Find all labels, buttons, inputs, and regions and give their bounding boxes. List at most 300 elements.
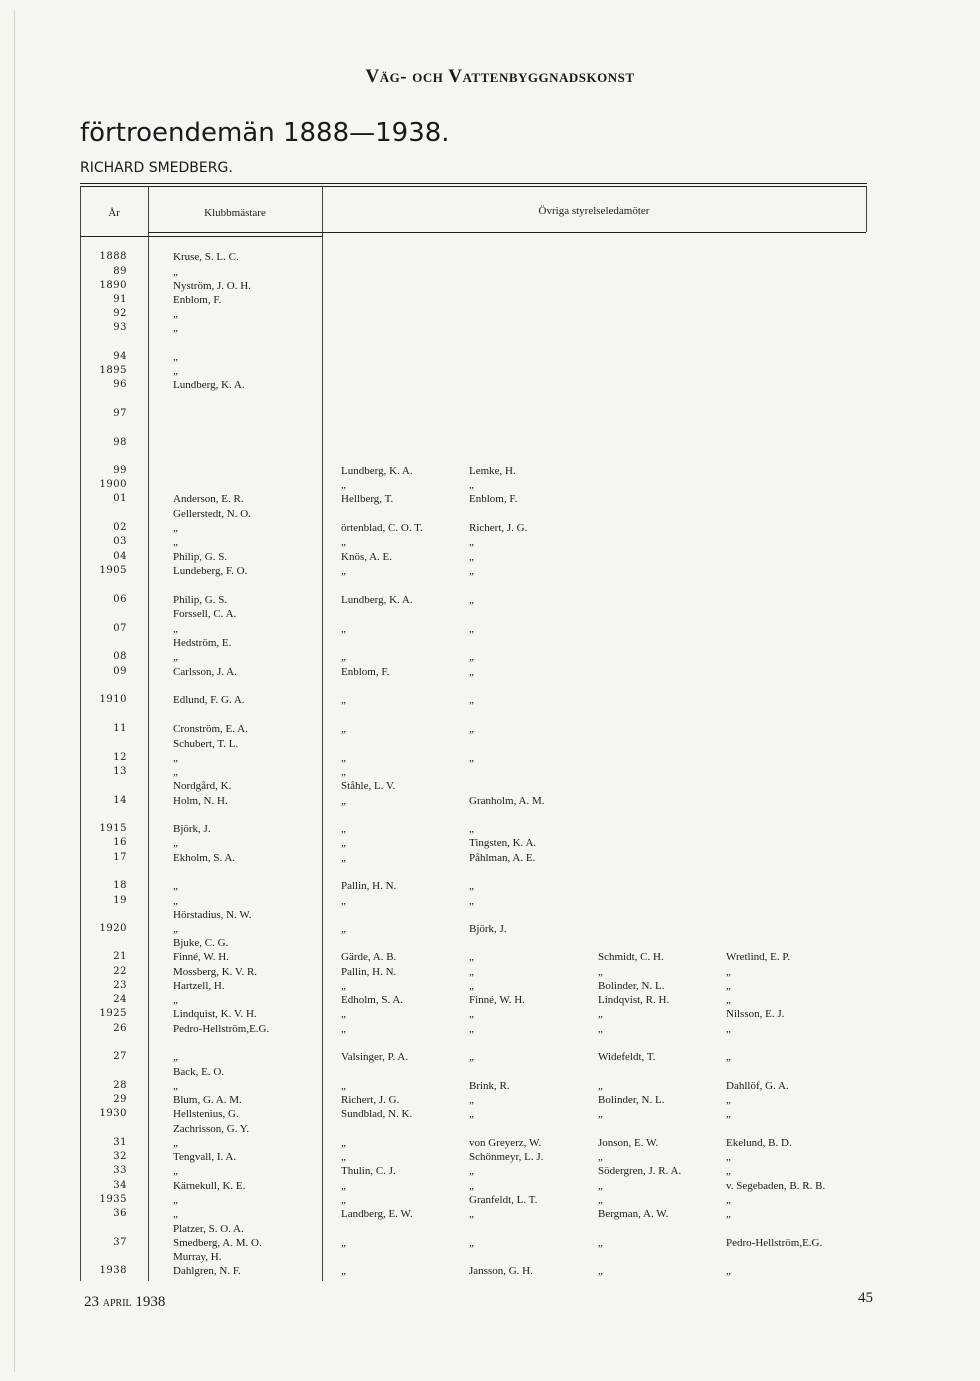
cell-k: „ xyxy=(173,1165,178,1177)
table-row xyxy=(80,851,867,865)
cell-k: „ xyxy=(173,880,178,892)
cell-c1: „ xyxy=(341,1023,346,1035)
cell-c4: „ xyxy=(726,1165,731,1177)
cell-k: „ xyxy=(173,365,178,377)
cell-c3: „ xyxy=(598,1108,603,1120)
table-row xyxy=(80,936,867,950)
cell-k: Hartzell, H. xyxy=(173,980,225,992)
cell-c2: „ xyxy=(469,895,474,907)
cell-c1: Lundberg, K. A. xyxy=(341,594,413,606)
cell-c1: Valsinger, P. A. xyxy=(341,1051,409,1063)
cell-c1: Gärde, A. B. xyxy=(341,951,397,963)
cell-y: 04 xyxy=(113,551,127,562)
cell-c2: Brink, R. xyxy=(469,1080,510,1092)
cell-y: 01 xyxy=(113,493,127,504)
cell-c4: v. Segebaden, B. R. B. xyxy=(726,1180,826,1192)
header-ovriga: Övriga styrelseledamöter xyxy=(538,205,650,217)
table-row xyxy=(80,922,867,936)
cell-c2: Enblom, F. xyxy=(469,493,518,505)
cell-k: Schubert, T. L. xyxy=(173,738,239,750)
cell-y: 34 xyxy=(113,1180,127,1191)
cell-c3: Bergman, A. W. xyxy=(598,1208,669,1220)
table-row xyxy=(80,321,867,335)
table-row xyxy=(80,737,867,751)
cell-c1: „ xyxy=(341,1194,346,1206)
table-row xyxy=(80,879,867,893)
cell-k: Back, E. O. xyxy=(173,1066,225,1078)
cell-y: 23 xyxy=(113,980,127,991)
cell-y: 1910 xyxy=(99,694,127,705)
cell-k: Blum, G. A. M. xyxy=(173,1094,242,1106)
table-row xyxy=(80,607,867,621)
table-right-border xyxy=(866,186,867,232)
footer-day: 23 xyxy=(84,1294,99,1310)
cell-c1: Pallin, H. N. xyxy=(341,880,397,892)
cell-c3: Lindqvist, R. H. xyxy=(598,994,670,1006)
cell-c1: „ xyxy=(341,1137,346,1149)
cell-y: 16 xyxy=(113,837,127,848)
footer-month: april xyxy=(102,1295,132,1310)
cell-y: 29 xyxy=(113,1094,127,1105)
cell-c2: Lemke, H. xyxy=(469,465,516,477)
cell-c2: „ xyxy=(469,479,474,491)
cell-y: 09 xyxy=(113,666,127,677)
cell-c1: Richert, J. G. xyxy=(341,1094,400,1106)
cell-c4: Pedro-Hellström,E.G. xyxy=(726,1237,823,1249)
cell-c4: Dahllöf, G. A. xyxy=(726,1080,789,1092)
table-row xyxy=(80,507,867,521)
cell-k: „ xyxy=(173,1137,178,1149)
cell-c4: „ xyxy=(726,1194,731,1206)
cell-k: „ xyxy=(173,266,178,278)
cell-c1: „ xyxy=(341,752,346,764)
cell-k: Philip, G. S. xyxy=(173,594,228,606)
cell-k: Anderson, E. R. xyxy=(173,493,244,505)
cell-c1: „ xyxy=(341,1237,346,1249)
table-row xyxy=(80,1007,867,1021)
cell-y: 1900 xyxy=(99,479,127,490)
cell-y: 96 xyxy=(113,379,127,390)
table-row xyxy=(80,350,867,364)
cell-c2: „ xyxy=(469,594,474,606)
cell-y: 32 xyxy=(113,1151,127,1162)
cell-y: 1915 xyxy=(99,823,127,834)
cell-c2: „ xyxy=(469,1237,474,1249)
cell-c2: Granholm, A. M. xyxy=(469,795,545,807)
cell-c2: Richert, J. G. xyxy=(469,522,528,534)
table-row xyxy=(80,1065,867,1079)
page-number: 45 xyxy=(858,1290,873,1306)
cell-c2: „ xyxy=(469,694,474,706)
cell-k: „ xyxy=(173,1080,178,1092)
cell-c2: „ xyxy=(469,1180,474,1192)
cell-y: 1930 xyxy=(99,1108,127,1119)
cell-k: „ xyxy=(173,837,178,849)
article-title: förtroendemän 1888—1938. xyxy=(80,118,450,148)
table-row xyxy=(80,979,867,993)
cell-y: 02 xyxy=(113,522,127,533)
cell-k: Gellerstedt, N. O. xyxy=(173,508,251,520)
cell-c1: „ xyxy=(341,1265,346,1277)
cell-y: 22 xyxy=(113,966,127,977)
cell-y: 06 xyxy=(113,594,127,605)
cell-c3: Jonson, E. W. xyxy=(598,1137,659,1149)
cell-c2: „ xyxy=(469,1008,474,1020)
cell-c4: „ xyxy=(726,1108,731,1120)
cell-y: 18 xyxy=(113,880,127,891)
footer-year: 1938 xyxy=(135,1294,166,1310)
cell-k: „ xyxy=(173,923,178,935)
cell-c1: „ xyxy=(341,923,346,935)
table-row xyxy=(80,650,867,664)
cell-y: 19 xyxy=(113,895,127,906)
cell-c2: „ xyxy=(469,966,474,978)
cell-c3: „ xyxy=(598,1180,603,1192)
cell-c2: Finné, W. H. xyxy=(469,994,525,1006)
table-row xyxy=(80,378,867,392)
cell-k: Enblom, F. xyxy=(173,294,222,306)
cell-c1: „ xyxy=(341,766,346,778)
cell-y: 97 xyxy=(113,408,127,419)
cell-k: Ekholm, S. A. xyxy=(173,852,236,864)
table-row xyxy=(80,492,867,506)
cell-c1: „ xyxy=(341,837,346,849)
cell-k: „ xyxy=(173,623,178,635)
cell-y: 91 xyxy=(113,294,127,305)
cell-c1: „ xyxy=(341,1008,346,1020)
table-row xyxy=(80,1179,867,1193)
cell-c1: „ xyxy=(341,980,346,992)
cell-k: „ xyxy=(173,1194,178,1206)
table-row xyxy=(80,822,867,836)
table-row xyxy=(80,1122,867,1136)
cell-c4: „ xyxy=(726,966,731,978)
cell-y: 98 xyxy=(113,437,127,448)
article-author: RICHARD SMEDBERG. xyxy=(80,160,233,176)
cell-c1: Hellberg, T. xyxy=(341,493,394,505)
cell-c3: „ xyxy=(598,1023,603,1035)
header-bottom-rule-left xyxy=(80,236,323,237)
footer-date xyxy=(84,1294,165,1311)
cell-c1: örtenblad, C. O. T. xyxy=(341,522,423,534)
cell-k: Hörstadius, N. W. xyxy=(173,909,252,921)
cell-y: 37 xyxy=(113,1237,127,1248)
journal-title: Väg- och Vattenbyggnadskonst xyxy=(365,66,635,87)
table-row xyxy=(80,751,867,765)
table-row xyxy=(80,564,867,578)
journal-header xyxy=(0,66,980,88)
cell-c4: „ xyxy=(726,1151,731,1163)
cell-k: Nyström, J. O. H. xyxy=(173,280,251,292)
cell-k: Björk, J. xyxy=(173,823,211,835)
cell-c3: Södergren, J. R. A. xyxy=(598,1165,682,1177)
cell-c2: „ xyxy=(469,623,474,635)
cell-c1: „ xyxy=(341,1151,346,1163)
cell-c3: „ xyxy=(598,1080,603,1092)
cell-y: 1935 xyxy=(99,1194,127,1205)
cell-c4: „ xyxy=(726,1265,731,1277)
cell-c3: „ xyxy=(598,1194,603,1206)
cell-y: 14 xyxy=(113,795,127,806)
cell-c2: „ xyxy=(469,1108,474,1120)
cell-k: „ xyxy=(173,351,178,363)
table-row xyxy=(80,1136,867,1150)
table-row xyxy=(80,1022,867,1036)
cell-k: „ xyxy=(173,1051,178,1063)
cell-c2: „ xyxy=(469,651,474,663)
cell-y: 21 xyxy=(113,951,127,962)
cell-y: 92 xyxy=(113,308,127,319)
cell-k: „ xyxy=(173,994,178,1006)
table-row xyxy=(80,794,867,808)
table-row xyxy=(80,636,867,650)
cell-c1: „ xyxy=(341,1180,346,1192)
table-row xyxy=(80,1236,867,1250)
table-row xyxy=(80,307,867,321)
cell-k: Murray, H. xyxy=(173,1251,222,1263)
cell-c2: Granfeldt, L. T. xyxy=(469,1194,538,1206)
table-row xyxy=(80,894,867,908)
cell-y: 31 xyxy=(113,1137,127,1148)
cell-c3: „ xyxy=(598,1151,603,1163)
cell-k: „ xyxy=(173,308,178,320)
cell-k: Lundeberg, F. O. xyxy=(173,565,248,577)
cell-k: Hellstenius, G. xyxy=(173,1108,239,1120)
cell-c2: „ xyxy=(469,752,474,764)
cell-y: 27 xyxy=(113,1051,127,1062)
cell-k: Kruse, S. L. C. xyxy=(173,251,239,263)
cell-c4: Ekelund, B. D. xyxy=(726,1137,792,1149)
table-row xyxy=(80,1164,867,1178)
cell-c2: „ xyxy=(469,723,474,735)
cell-c2: „ xyxy=(469,880,474,892)
cell-c1: Enblom, F. xyxy=(341,666,390,678)
cell-c1: „ xyxy=(341,623,346,635)
cell-y: 11 xyxy=(113,723,127,734)
cell-c1: „ xyxy=(341,895,346,907)
table-row xyxy=(80,436,867,450)
cell-k: „ xyxy=(173,1208,178,1220)
cell-k: Finné, W. H. xyxy=(173,951,229,963)
cell-c2: „ xyxy=(469,980,474,992)
table-row xyxy=(80,908,867,922)
cell-k: Philip, G. S. xyxy=(173,551,228,563)
cell-y: 17 xyxy=(113,852,127,863)
cell-k: „ xyxy=(173,752,178,764)
cell-y: 26 xyxy=(113,1023,127,1034)
table-row xyxy=(80,407,867,421)
table-row xyxy=(80,993,867,1007)
cell-c1: „ xyxy=(341,479,346,491)
cell-c3: Bolinder, N. L. xyxy=(598,980,665,992)
cell-c2: „ xyxy=(469,565,474,577)
table-row xyxy=(80,1222,867,1236)
cell-c1: Ståhle, L. V. xyxy=(341,780,396,792)
cell-c3: Widefeldt, T. xyxy=(598,1051,656,1063)
cell-c4: „ xyxy=(726,1023,731,1035)
table-row xyxy=(80,478,867,492)
cell-k: Bjuke, C. G. xyxy=(173,937,229,949)
table-row xyxy=(80,593,867,607)
table-row xyxy=(80,950,867,964)
cell-y: 24 xyxy=(113,994,127,1005)
cell-c1: Thulin, C. J. xyxy=(341,1165,396,1177)
cell-k: Dahlgren, N. F. xyxy=(173,1265,241,1277)
table-row xyxy=(80,265,867,279)
cell-y: 08 xyxy=(113,651,127,662)
cell-c1: „ xyxy=(341,536,346,548)
cell-c2: Jansson, G. H. xyxy=(469,1265,533,1277)
cell-k: „ xyxy=(173,766,178,778)
cell-y: 1890 xyxy=(99,280,127,291)
cell-y: 03 xyxy=(113,536,127,547)
cell-c2: „ xyxy=(469,1165,474,1177)
cell-y: 1920 xyxy=(99,923,127,934)
cell-c2: Tingsten, K. A. xyxy=(469,837,537,849)
table-row xyxy=(80,293,867,307)
cell-c1: Lundberg, K. A. xyxy=(341,465,413,477)
cell-k: Forssell, C. A. xyxy=(173,608,237,620)
cell-c2: „ xyxy=(469,823,474,835)
table-row xyxy=(80,693,867,707)
cell-c3: Schmidt, C. H. xyxy=(598,951,664,963)
cell-c1: „ xyxy=(341,565,346,577)
header-klubbmastare: Klubbmästare xyxy=(204,207,266,219)
cell-c1: Edholm, S. A. xyxy=(341,994,404,1006)
table-row xyxy=(80,836,867,850)
cell-c4: Nilsson, E. J. xyxy=(726,1008,785,1020)
cell-c2: „ xyxy=(469,951,474,963)
cell-c2: „ xyxy=(469,1208,474,1220)
cell-c2: „ xyxy=(469,536,474,548)
cell-c2: „ xyxy=(469,666,474,678)
cell-k: Smedberg, A. M. O. xyxy=(173,1237,262,1249)
cell-c3: Bolinder, N. L. xyxy=(598,1094,665,1106)
table-row xyxy=(80,1264,867,1278)
cell-k: Lundberg, K. A. xyxy=(173,379,245,391)
table-top-rule-2 xyxy=(80,186,867,187)
cell-k: „ xyxy=(173,522,178,534)
cell-k: Hedström, E. xyxy=(173,637,232,649)
table-row xyxy=(80,364,867,378)
table-row xyxy=(80,1207,867,1221)
cell-k: Holm, N. H. xyxy=(173,795,228,807)
header-bottom-rule xyxy=(148,232,866,233)
cell-y: 89 xyxy=(113,266,127,277)
cell-y: 12 xyxy=(113,752,127,763)
cell-c1: „ xyxy=(341,795,346,807)
table-row xyxy=(80,464,867,478)
cell-y: 99 xyxy=(113,465,127,476)
cell-c1: „ xyxy=(341,651,346,663)
cell-c3: „ xyxy=(598,966,603,978)
cell-k: Kärnekull, K. E. xyxy=(173,1180,246,1192)
cell-c2: Påhlman, A. E. xyxy=(469,852,536,864)
cell-k: „ xyxy=(173,895,178,907)
table-row xyxy=(80,965,867,979)
cell-y: 13 xyxy=(113,766,127,777)
cell-c2: Björk, J. xyxy=(469,923,507,935)
cell-k: Lindquist, K. V. H. xyxy=(173,1008,257,1020)
header-year: År xyxy=(108,207,120,219)
cell-c1: Knös, A. E. xyxy=(341,551,393,563)
cell-k: Zachrisson, G. Y. xyxy=(173,1123,250,1135)
table-row xyxy=(80,250,867,264)
table-row xyxy=(80,1079,867,1093)
cell-c2: „ xyxy=(469,1023,474,1035)
cell-y: 33 xyxy=(113,1165,127,1176)
cell-k: „ xyxy=(173,536,178,548)
cell-c4: „ xyxy=(726,1051,731,1063)
cell-k: „ xyxy=(173,322,178,334)
cell-k: Platzer, S. O. A. xyxy=(173,1223,244,1235)
table-row xyxy=(80,1193,867,1207)
cell-c1: Sundblad, N. K. xyxy=(341,1108,413,1120)
cell-k: Nordgård, K. xyxy=(173,780,232,792)
cell-c4: „ xyxy=(726,980,731,992)
table-row xyxy=(80,622,867,636)
cell-y: 93 xyxy=(113,322,127,333)
table-row xyxy=(80,665,867,679)
cell-c4: „ xyxy=(726,994,731,1006)
cell-c2: von Greyerz, W. xyxy=(469,1137,542,1149)
cell-k: Cronström, E. A. xyxy=(173,723,248,735)
cell-k: „ xyxy=(173,651,178,663)
cell-k: Edlund, F. G. A. xyxy=(173,694,245,706)
table-row xyxy=(80,279,867,293)
cell-c1: „ xyxy=(341,852,346,864)
table-top-rule xyxy=(80,183,867,184)
cell-c3: „ xyxy=(598,1237,603,1249)
cell-y: 1905 xyxy=(99,565,127,576)
cell-c1: „ xyxy=(341,823,346,835)
cell-y: 07 xyxy=(113,623,127,634)
cell-y: 1888 xyxy=(99,251,127,262)
table-row xyxy=(80,722,867,736)
cell-y: 94 xyxy=(113,351,127,362)
table-row xyxy=(80,779,867,793)
cell-y: 1938 xyxy=(99,1265,127,1276)
cell-c3: „ xyxy=(598,1265,603,1277)
cell-c3: „ xyxy=(598,1008,603,1020)
cell-c1: „ xyxy=(341,1080,346,1092)
table-row xyxy=(80,550,867,564)
cell-y: 1925 xyxy=(99,1008,127,1019)
cell-y: 1895 xyxy=(99,365,127,376)
cell-y: 36 xyxy=(113,1208,127,1219)
cell-c2: Schönmeyr, L. J. xyxy=(469,1151,544,1163)
cell-c4: „ xyxy=(726,1094,731,1106)
table-row xyxy=(80,765,867,779)
cell-c1: Pallin, H. N. xyxy=(341,966,397,978)
cell-k: Carlsson, J. A. xyxy=(173,666,237,678)
table-row xyxy=(80,1093,867,1107)
cell-y: 28 xyxy=(113,1080,127,1091)
cell-k: Mossberg, K. V. R. xyxy=(173,966,258,978)
cell-c4: „ xyxy=(726,1208,731,1220)
cell-c2: „ xyxy=(469,551,474,563)
table-row xyxy=(80,1050,867,1064)
cell-c1: „ xyxy=(341,694,346,706)
cell-c1: „ xyxy=(341,723,346,735)
table-row xyxy=(80,521,867,535)
cell-c1: Landberg, E. W. xyxy=(341,1208,413,1220)
table-row xyxy=(80,1250,867,1264)
cell-c2: „ xyxy=(469,1051,474,1063)
cell-k: Tengvall, I. A. xyxy=(173,1151,237,1163)
table-row xyxy=(80,535,867,549)
cell-c4: Wretlind, E. P. xyxy=(726,951,791,963)
